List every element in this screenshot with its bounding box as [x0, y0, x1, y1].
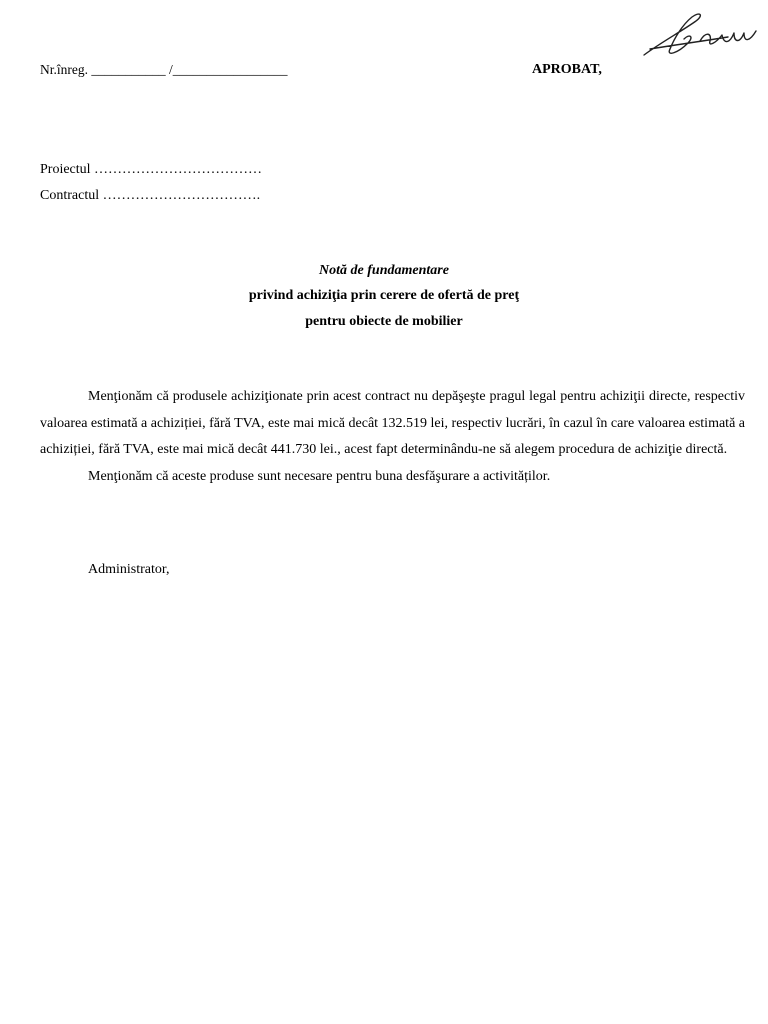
- handwritten-signature: [630, 5, 765, 65]
- body-paragraph: Menţionăm că aceste produse sunt necesare pentru buna desfăşurare a activităților.: [88, 468, 551, 484]
- registration-number: Nr.înreg. ___________ /_________________: [40, 62, 288, 77]
- document-title: Notă de fundamentare: [319, 263, 449, 278]
- body-paragraph: Menţionăm că produsele achiziţionate prin acest contract nu depăşeşte pragul legal pentru achiziţii directe, respectiv valoarea estimată a achiziției, fără TVA, este mai mică decât 132.519 lei, respectiv lucrări, în cazul în care valoarea estimată a achiziției, fără TVA, este mai mică decât 441.730 lei., acest fapt determinându-ne să alegem procedura de achiziţie directă.: [40, 389, 745, 457]
- document-subtitle-line-2: pentru obiecte de mobilier: [305, 314, 463, 329]
- contract-field: Contractul …………………………….: [40, 188, 261, 203]
- document-body: [40, 384, 745, 490]
- project-field: Proiectul ………………………………: [40, 162, 263, 177]
- document-subtitle: privind achiziţia prin cerere de ofertă de preţ: [248, 288, 520, 303]
- signatory-label: Administrator,: [88, 562, 170, 577]
- approved-label: APROBAT,: [532, 62, 602, 77]
